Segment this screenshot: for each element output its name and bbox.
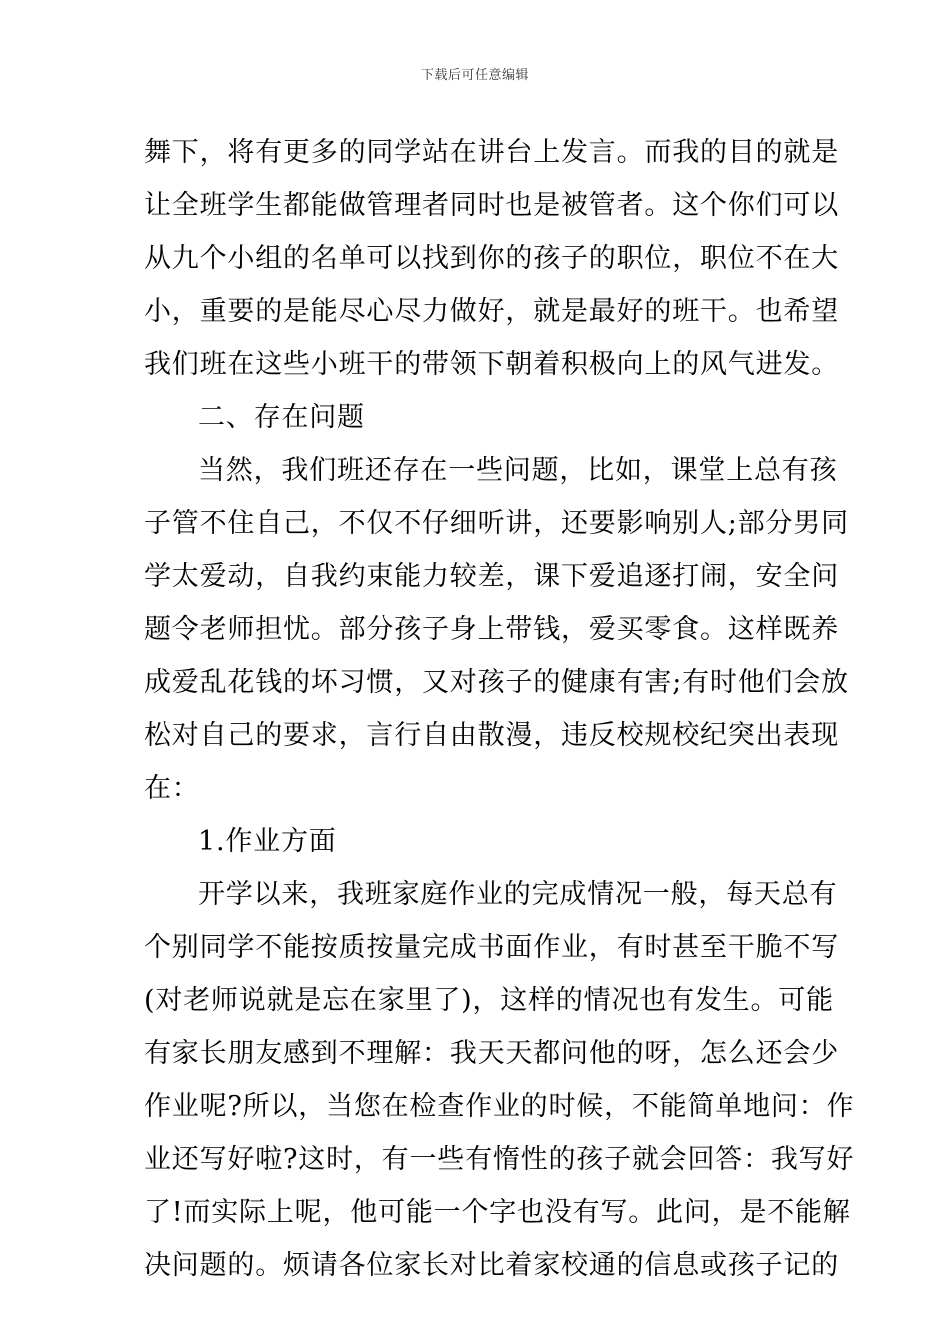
section-heading: 二、存在问题 (198, 402, 365, 433)
text-line: 在： (144, 773, 200, 804)
header-note: 下载后可任意编辑 (420, 68, 529, 83)
text-line: 题令老师担忧。部分孩子身上带钱，爱买零食。这样既养 (144, 614, 839, 645)
text-line: 开学以来，我班家庭作业的完成情况一般，每天总有 (198, 879, 838, 910)
document-body (144, 126, 855, 1292)
text-line: 有家长朋友感到不理解：我天天都问他的呀，怎么还会少 (144, 1038, 839, 1069)
text-line: (对老师说就是忘在家里了)，这样的情况也有发生。可能 (144, 985, 834, 1016)
text-line: 舞下，将有更多的同学站在讲台上发言。而我的目的就是 (144, 137, 839, 168)
text-line: 业还写好啦?这时，有一些有惰性的孩子就会回答：我写好 (144, 1144, 855, 1175)
text-line: 个别同学不能按质按量完成书面作业，有时甚至干脆不写 (144, 932, 839, 963)
text-line: 松对自己的要求，言行自由散漫，违反校规校纪突出表现 (144, 720, 839, 751)
text-line: 小，重要的是能尽心尽力做好，就是最好的班干。也希望 (144, 296, 839, 327)
text-line: 成爱乱花钱的坏习惯，又对孩子的健康有害;有时他们会放 (144, 667, 849, 698)
text-line: 我们班在这些小班干的带领下朝着积极向上的风气进发。 (144, 349, 839, 380)
text-line: 作业呢?所以，当您在检查作业的时候，不能简单地问：作 (144, 1091, 855, 1122)
text-line: 了!而实际上呢，他可能一个字也没有写。此问，是不能解 (144, 1197, 851, 1228)
text-line: 学太爱动，自我约束能力较差，课下爱追逐打闹，安全问 (144, 561, 839, 592)
text-line: 决问题的。烦请各位家长对比着家校通的信息或孩子记的 (144, 1250, 839, 1281)
text-line: 让全班学生都能做管理者同时也是被管者。这个你们可以 (144, 190, 839, 221)
text-line: 子管不住自己，不仅不仔细听讲，还要影响别人;部分男同 (144, 508, 849, 539)
text-line: 当然，我们班还存在一些问题，比如，课堂上总有孩 (198, 455, 838, 486)
text-line: 从九个小组的名单可以找到你的孩子的职位，职位不在大 (144, 243, 839, 274)
subsection-heading: 1.作业方面 (198, 826, 337, 857)
